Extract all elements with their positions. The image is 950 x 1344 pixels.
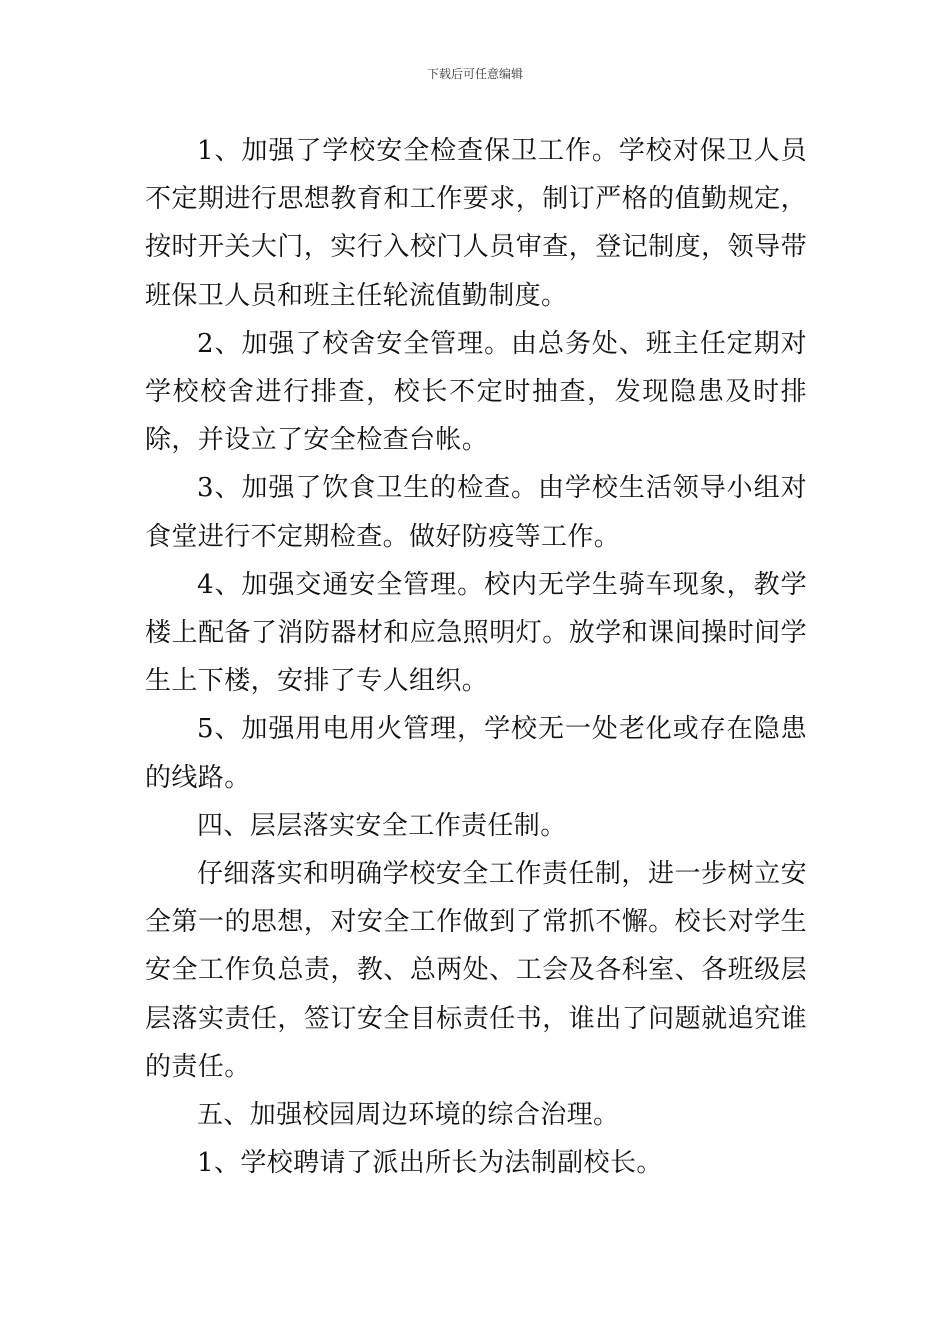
page-header-note: 下载后可任意编辑 <box>426 67 523 81</box>
paragraph-electricity-fire: 5、加强用电用火管理，学校无一处老化或存在隐患的线路。 <box>145 714 807 793</box>
paragraph-school-building-safety: 2、加强了校舍安全管理。由总务处、班主任定期对学校校舍进行排查，校长不定时抽查，发现隐患及时排除，并设立了安全检查台帐。 <box>145 328 807 456</box>
paragraph-traffic-safety: 4、加强交通安全管理。校内无学生骑车现象，教学楼上配备了消防器材和应急照明灯。放学和课间操时间学生上下楼，安排了专人组织。 <box>145 569 807 697</box>
paragraph-school-security-check: 1、加强了学校安全检查保卫工作。学校对保卫人员不定期进行思想教育和工作要求，制订严格的值勤规定，按时开关大门，实行入校门人员审查，登记制度，领导带班保卫人员和班主任轮流值勤制度。 <box>145 136 807 311</box>
paragraph-legal-vice-principal: 1、学校聘请了派出所长为法制副校长。 <box>197 1148 663 1179</box>
document-body <box>145 127 807 1187</box>
paragraph-responsibility-system: 仔细落实和明确学校安全工作责任制，进一步树立安全第一的思想，对安全工作做到了常抓不懈。校长对学生安全工作负总责，教、总两处、工会及各科室、各班级层层落实责任，签订安全目标责任书，谁出了问题就追究谁的责任。 <box>145 859 807 1082</box>
section-heading-responsibility: 四、层层落实安全工作责任制。 <box>197 810 567 841</box>
section-heading-environment: 五、加强校园周边环境的综合治理。 <box>197 1100 620 1131</box>
paragraph-food-hygiene: 3、加强了饮食卫生的检查。由学校生活领导小组对食堂进行不定期检查。做好防疫等工作。 <box>145 473 807 552</box>
